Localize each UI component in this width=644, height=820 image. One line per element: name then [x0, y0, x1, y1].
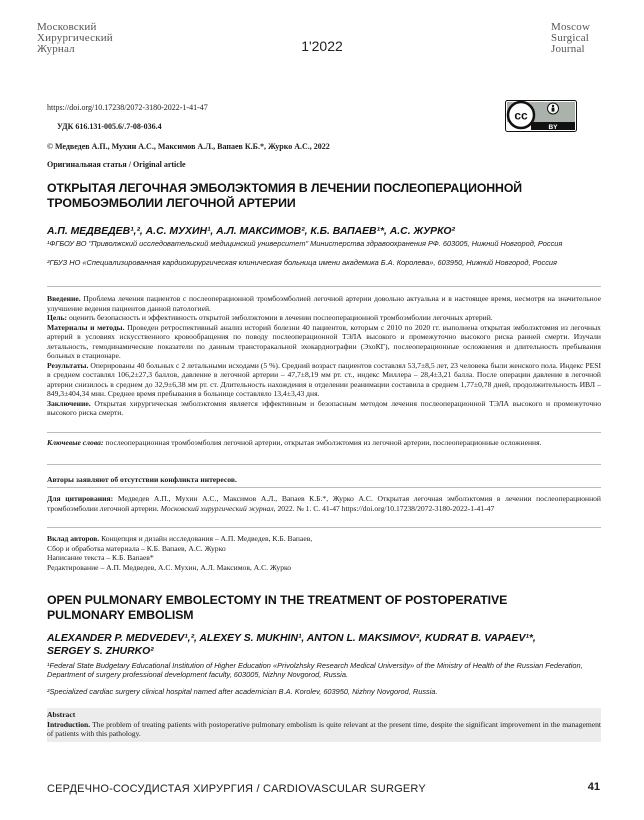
abstract-en-label: Abstract: [47, 710, 76, 719]
results-text: Оперированы 40 больных с 2 летальными исходами (5 %). Средний возраст пациентов составлял 53,7±8,5 лет, 23 человека были женского пола. Индекс PESI в среднем составлял 106,2±27,3 баллов, давление в легочной артерии – 47,7±8,19 мм рт. ст., индекс Миллера – 28,4±3,21 балла. После операции давление в легочной артерии снизилось в среднем до 32,9±6,38 мм рт. ст. Длительность нахождения в отделении реанимации составила в среднем 1,77±0,78 дней, продолжительность ИВЛ – 849,3±404,34 мин. Среднее время пребывания в больнице составляло 13,4±3,43 дня.: [47, 360, 601, 398]
keywords-ru: [47, 438, 601, 448]
conflict-statement: Авторы заявляют об отсутствии конфликта интересов.: [47, 475, 237, 484]
cc-by-license-badge[interactable]: [505, 100, 577, 132]
intro-text: Проблема лечения пациентов с послеоперационной тромбоэмболией легочной артерии довольно актуальна и в настоящее время, несмотря на значительное улучшение ведения пациентов данной патологией.: [47, 294, 601, 313]
results-label: Результаты.: [47, 360, 89, 370]
running-footer: СЕРДЕЧНО-СОСУДИСТАЯ ХИРУРГИЯ / CARDIOVASCULAR SURGERY: [47, 783, 426, 795]
affiliation-en-2: ²Specialized cardiac surgery clinical hospital named after academician B.A. Korolev, 603950, Nizhny Novgorod, Russia.: [47, 687, 438, 696]
article-title-ru: ОТКРЫТАЯ ЛЕГОЧНАЯ ЭМБОЛЭКТОМИЯ В ЛЕЧЕНИИ ПОСЛЕОПЕРАЦИОННОЙ ТРОМБОЭМБОЛИИ ЛЕГОЧНОЙ АРТЕРИИ: [47, 181, 523, 210]
logo-line-2: Хирургический: [37, 32, 113, 44]
svg-text:cc: cc: [514, 108, 528, 123]
intro-en-text: The problem of treating patients with postoperative pulmonary embolism is quite relevant at the present time, despite the significant improvement in the management of patients with this pathology.: [47, 719, 601, 738]
abstract-aim: [47, 313, 601, 323]
aim-label: Цель:: [47, 313, 68, 322]
abstract-methods: [47, 323, 601, 361]
abstract-results: [47, 361, 601, 399]
citation-ru: [47, 494, 601, 513]
methods-label: Материалы и методы.: [47, 322, 125, 332]
abstract-en-intro: [47, 720, 601, 739]
affiliation-ru-2: ²ГБУЗ НО «Специализированная кардиохирургическая клиническая больница имени академика Б.А. Королева», 603950, Нижний Новгород, Россия: [47, 258, 557, 267]
methods-text: Проведен ретроспективный анализ историй болезни 40 пациентов, которым с 2010 по 2020 гг. выполнена открытая эмболэктомия из легочных артерий в условиях искусственного кровообращения по поводу послеоперационной ТЭЛА высокого и промежуточно высокого риска ранней смерти. Изучали летальность, гемодинамические показатели по данным трансторакальной эхокардиографии (ЭхоКГ), послеоперационные осложнения и длительность пребывания больных в стационаре.: [47, 322, 601, 360]
doi-link[interactable]: https://doi.org/10.17238/2072-3180-2022-1-41-47: [47, 103, 208, 112]
contrib-line-4: Редактирование – А.П. Медведев, А.С. Мухин, А.Л. Максимов, А.С. Журко: [47, 562, 292, 572]
divider: [47, 432, 601, 433]
keywords-label: Ключевые слова:: [47, 438, 104, 447]
authors-en-line-1: ALEXANDER P. MEDVEDEV¹,², ALEXEY S. MUKHIN¹, ANTON L. MAKSIMOV², KUDRAT B. VAPAEV¹*,: [47, 633, 536, 644]
abstract-ru: [47, 294, 601, 418]
citation-label: Для цитирования:: [47, 494, 114, 503]
journal-logo-en: [551, 22, 590, 55]
logo-line-1: Moscow: [551, 21, 591, 33]
article-title-en: OPEN PULMONARY EMBOLECTOMY IN THE TREATMENT OF POSTOPERATIVE PULMONARY EMBOLISM: [47, 593, 508, 622]
divider: [47, 487, 601, 488]
svg-text:BY: BY: [548, 123, 558, 131]
contrib-line-2: Сбор и обработка материала – К.Б. Вапаев, А.С. Журко: [47, 543, 226, 553]
author-contributions: [47, 534, 601, 572]
conclusion-label: Заключение.: [47, 398, 91, 408]
contrib-line-3: Написание текста – К.Б. Вапаев*: [47, 553, 154, 562]
citation-authors-title: Медведев А.П., Мухин А.С., Максимов А.Л., Вапаев К.Б.*, Журко А.С. Открытая легочная эмболэктомия в лечении послеоперационной тромбоэмболии легочной артерии.: [47, 494, 601, 513]
divider: [47, 286, 601, 287]
divider: [47, 464, 601, 465]
authors-en-line-2: SERGEY S. ZHURKO²: [47, 646, 154, 657]
abstract-en: [47, 710, 601, 739]
logo-line-3: Journal: [551, 43, 585, 55]
authors-en: [47, 632, 607, 658]
cc-by-icon: [505, 100, 577, 132]
copyright: © Медведев А.П., Мухин А.С., Максимов А.Л., Вапаев К.Б.*, Журко А.С., 2022: [47, 142, 330, 151]
keywords-text: послеоперационная тромбоэмболия легочной артерии, открытая эмболэктомия из легочной артерии, послеоперационные осложнения.: [105, 438, 542, 447]
authors-ru: А.П. МЕДВЕДЕВ¹,², А.С. МУХИН¹, А.Л. МАКСИМОВ², К.Б. ВАПАЕВ¹*, А.С. ЖУРКО²: [47, 226, 455, 237]
affiliation-en-1: ¹Federal State Budgetary Educational Institution of Higher Education «Privolzhsky Research Medical University» of the Ministry of Health of the Russian Federation, Department of surgery professional development faculty, 603005, Nizhny Novgorod, Russia.: [47, 661, 583, 680]
citation-details: 2022. № 1. С. 41-47 https://doi.org/10.17238/2072-3180-2022-1-41-47: [277, 503, 495, 513]
divider: [47, 527, 601, 528]
issue-number: 1'2022: [301, 38, 343, 54]
page-number: 41: [587, 781, 600, 793]
article-type: Оригинальная статья / Original article: [47, 160, 186, 169]
conclusion-text: Открытая хирургическая эмболэктомия является эффективным и безопасным методом лечения послеоперационной ТЭЛА высокого и промежуточно высокого риска смерти.: [47, 398, 601, 417]
aim-text: оценить безопасность и эффективность открытой эмболэктомии в лечении послеоперационной тромбоэмболии легочных артерий.: [69, 313, 493, 322]
logo-line-3: Журнал: [37, 43, 75, 55]
intro-label: Введение.: [47, 294, 81, 303]
contrib-label: Вклад авторов.: [47, 534, 100, 543]
contrib-line-1: Концепция и дизайн исследования – А.П. Медведев, К.Б. Вапаев,: [101, 534, 313, 543]
abstract-conclusion: [47, 399, 601, 418]
citation-journal: Московский хирургический журнал,: [160, 503, 276, 513]
intro-en-label: Introduction.: [47, 719, 91, 729]
logo-line-1: Московский: [37, 21, 97, 33]
abstract-intro: [47, 294, 601, 313]
logo-line-2: Surgical: [551, 32, 590, 44]
udc-code: УДК 616.131-005.6/.7-08-036.4: [57, 122, 162, 131]
affiliation-ru-1: ¹ФГБОУ ВО "Приволжский исследовательский медицинский университет" Министерства здравоохранения РФ. 603005, Нижний Новгород, Россия: [47, 239, 563, 248]
